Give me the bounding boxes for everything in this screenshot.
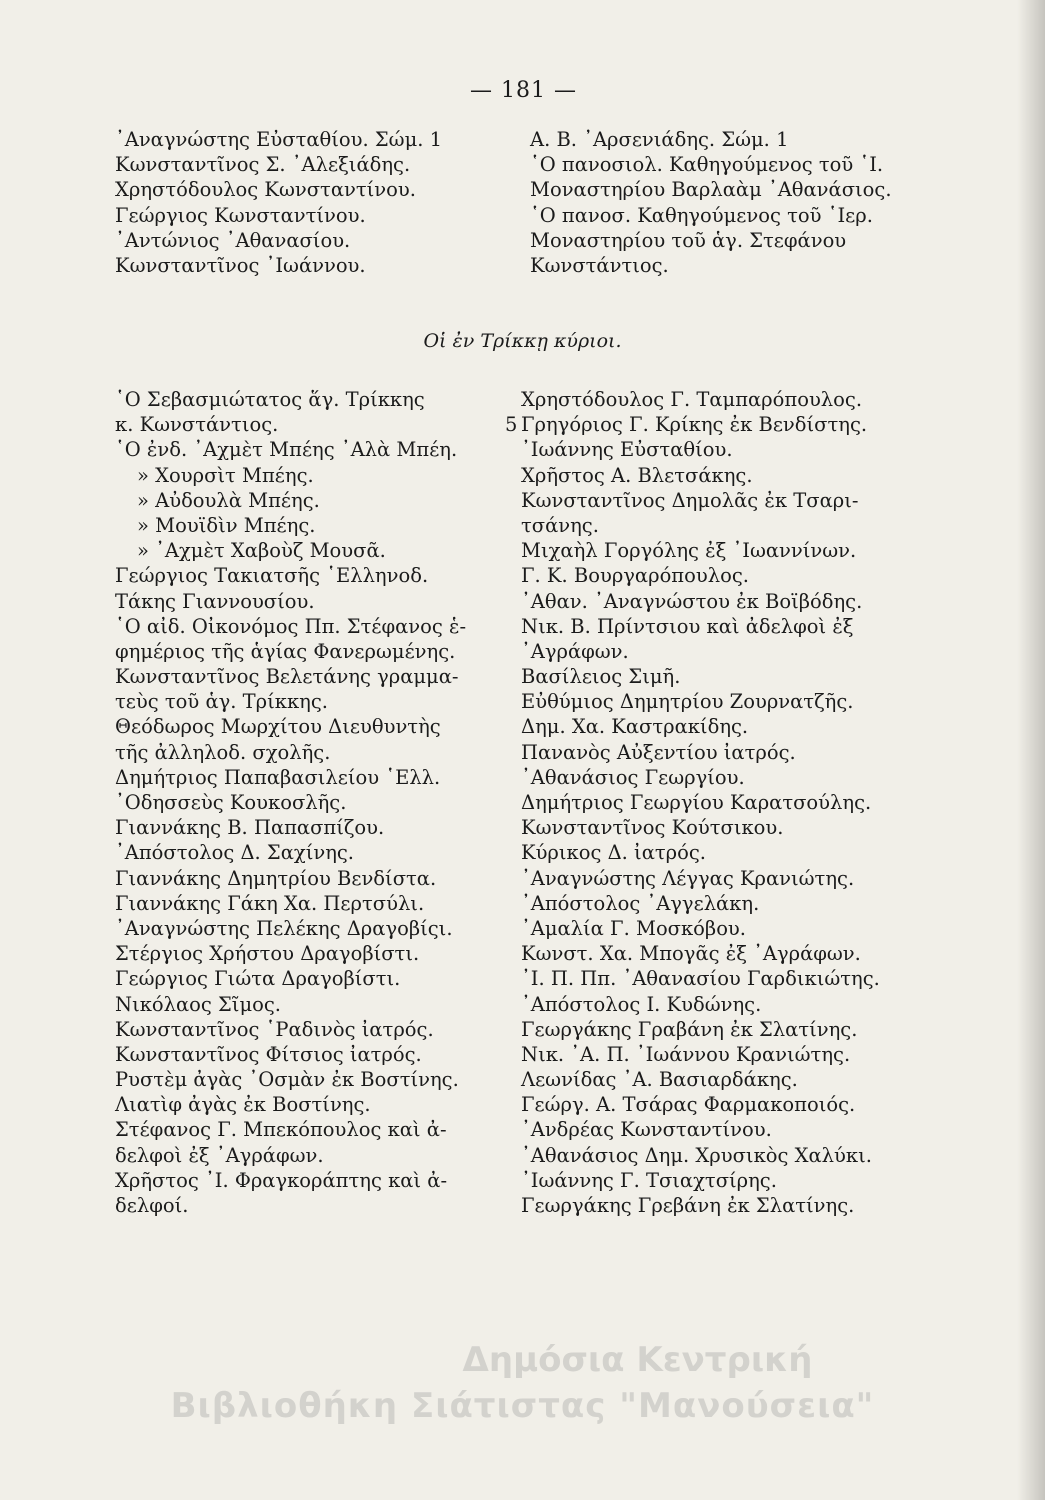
text-line: Γεώργ. Α. Τσάρας Φαρμακοποιός. [521,1093,856,1117]
text-line: » ᾿Αχμὲτ Χαβοὺζ Μουσᾶ. [137,539,386,563]
text-line: Χρῆστος Α. Βλετσάκης. [521,463,753,487]
text-line: τῆς ἀλληλοδ. σχολῆς. [115,740,331,764]
text-line: Χρῆστος ᾿Ι. Φραγκοράπτης καὶ ἀ- [115,1168,448,1192]
text-line: Νικ. ᾿Α. Π. ᾿Ιωάννου Κρανιώτης. [521,1042,851,1066]
text-line: Δημήτριος Γεωργίου Καρατσούλης. [521,791,872,814]
text-line: ᾿Αθανάσιος Γεωργίου. [521,765,745,789]
library-watermark-line2: Βιβλιοθήκη Σιάτιστας "Μανούσεια" [170,1386,875,1426]
text-line: Ρυστὲμ ἀγὰς ᾿Οσμὰν ἐκ Βοστίνης. [115,1068,459,1092]
text-line: Θεόδωρος Μωρχίτου Διευθυντὴς [115,715,441,739]
text-line: ᾿Ι. Π. Ππ. ᾿Αθανασίου Γαρδικιώτης. [521,967,880,991]
text-line: ᾿Ιωάννης Εὐσταθίου. [521,438,733,462]
text-line: Λιατὶφ ἀγὰς ἐκ Βοστίνης. [115,1093,371,1117]
text-line: Γ. Κ. Βουργαρόπουλος. [521,564,749,588]
text-line: ῾Ο Σεβασμιώτατος ἅγ. Τρίκκης [115,388,425,411]
text-line: Δημ. Χα. Καστρακίδης. [521,715,749,739]
text-line: ᾿Αναγνώστης Εὐσταθίου. Σώμ. 1 [115,128,443,151]
text-line: Γεώργιος Τακιατσῆς ῾Ελληνοδ. [115,564,429,588]
text-line: Κύρικος Δ. ἰατρός. [521,841,706,865]
text-line: ᾿Οδησσεὺς Κουκοσλῆς. [115,791,347,814]
top-left-column [115,127,442,278]
line-number-marker: 5 [505,413,518,436]
text-line: Κωνσταντῖνος Κούτσικου. [521,816,784,840]
text-line: » Χουρσὶτ Μπέης. [137,463,314,487]
library-watermark-line1: Δημόσια Κεντρική [462,1340,813,1380]
text-line: ᾿Αθανάσιος Δημ. Χρυσικὸς Χαλύκι. [521,1143,872,1167]
text-line: ῾Ο ἐνδ. ᾿Αχμὲτ Μπέης ᾿Αλὰ Μπέη. [115,438,458,462]
text-line: ῾Ο πανοσ. Καθηγούμενος τοῦ ῾Ιερ. [530,203,873,227]
text-line: ᾿Αναγνώστης Πελέκης Δραγοβίςι. [115,916,453,940]
text-line: ᾿Αθαν. ᾿Αναγνώστου ἐκ Βοϊβόδης. [521,589,863,613]
text-line: ᾿Απόστολος Ι. Κυδώνης. [521,992,762,1016]
text-line: Βασίλειος Σιμῆ. [521,665,681,689]
text-line: Γρηγόριος Γ. Κρίκης ἐκ Βενδίστης. [521,413,868,437]
text-line: Δημήτριος Παπαβασιλείου ῾Ελλ. [115,765,441,789]
text-line: ῾Ο αἰδ. Οἰκονόμος Ππ. Στέφανος ἑ- [115,614,467,638]
main-right-column [521,387,880,1218]
text-line: ᾿Αμαλία Γ. Μοσκόβου. [521,916,746,940]
text-line: Τάκης Γιαννουσίου. [115,589,315,613]
text-line: κ. Κωνστάντιος. [115,413,279,437]
text-line: Λεωνίδας ᾿Α. Βασιαρδάκης. [521,1068,798,1092]
text-line: ῾Ο πανοσιολ. Καθηγούμενος τοῦ ῾Ι. [530,153,884,177]
text-line: Κωνστ. Χα. Μπογᾶς ἐξ ᾿Αγράφων. [521,942,861,966]
page-number: — 181 — [470,78,577,103]
text-line: Κωνσταντῖνος Δημολᾶς ἐκ Τσαρι- [521,488,859,512]
text-line: δελφοί. [115,1194,189,1217]
text-line: Κωνσταντῖνος Βελετάνης γραμμα- [115,665,459,689]
text-line: Κωνσταντῖνος ᾿Ιωάννου. [115,253,366,277]
text-line: ᾿Απόστολος Δ. Σαχίνης. [115,841,354,865]
text-line: Γιαννάκης Β. Παπασπίζου. [115,816,385,840]
text-line: » Αὐδουλὰ Μπέης. [137,488,320,512]
text-line: Εὐθύμιος Δημητρίου Ζουρνατζῆς. [521,690,854,714]
text-line: δελφοὶ ἐξ ᾿Αγράφων. [115,1143,324,1167]
section-heading: Οἱ ἐν Τρίκκῃ κύριοι. [423,330,622,352]
text-line: Πανανὸς Αὐξεντίου ἰατρός. [521,740,796,764]
text-line: ᾿Αγράφων. [521,639,629,663]
text-line: Γεώργιος Γιώτα Δραγοβίστι. [115,967,401,991]
text-line: Νικ. Β. Πρίντσιου καὶ ἀδελφοὶ ἐξ [521,614,854,638]
text-line: Μοναστηρίου Βαρλαὰμ ᾿Αθανάσιος. [530,178,892,202]
text-line: Μοναστηρίου τοῦ ἁγ. Στεφάνου [530,228,847,252]
text-line: Μιχαὴλ Γοργόλης ἐξ ᾿Ιωαννίνων. [521,539,857,563]
text-line: Α. Β. ᾿Αρσενιάδης. Σώμ. 1 [530,128,789,151]
text-line: ᾿Ιωάννης Γ. Τσιαχτσίρης. [521,1168,777,1192]
text-line: ᾿Αναγνώστης Λέγγας Κρανιώτης. [521,866,855,890]
text-line: Γιαννάκης Γάκη Χα. Περτσύλι. [115,891,425,915]
text-line: Νικόλαος Σῖμος. [115,992,281,1016]
text-line: ᾿Ανδρέας Κωνσταντίνου. [521,1118,772,1142]
text-line: Χρηστόδουλος Γ. Ταμπαρόπουλος. [521,388,863,411]
text-line: Κωνσταντῖνος Σ. ᾿Αλεξιάδης. [115,153,411,177]
text-line: τσάνης. [521,513,599,537]
text-line: ᾿Απόστολος ᾿Αγγελάκη. [521,891,760,915]
text-line: Γιαννάκης Δημητρίου Βενδίστα. [115,866,437,890]
text-line: Στέργιος Χρήστου Δραγοβίστι. [115,942,420,966]
text-line: Κωνσταντῖνος ῾Ραδινὸς ἰατρός. [115,1017,434,1041]
text-line: ᾿Αντώνιος ᾿Αθανασίου. [115,228,351,252]
text-line: Χρηστόδουλος Κωνσταντίνου. [115,178,416,202]
text-line: τεὺς τοῦ ἁγ. Τρίκκης. [115,690,328,714]
main-left-column [115,387,518,1218]
text-line: Γεώργιος Κωνσταντίνου. [115,203,366,227]
page-edge-shadow [1017,0,1045,1500]
text-line: Κωνστάντιος. [530,253,669,277]
text-line: Γεωργάκης Γρεβάνη ἐκ Σλατίνης. [521,1194,855,1217]
top-right-column [530,127,892,278]
text-line: Στέφανος Γ. Μπεκόπουλος καὶ ἀ- [115,1118,447,1142]
text-line: Γεωργάκης Γραβάνη ἐκ Σλατίνης. [521,1017,858,1041]
text-line: » Μουϊδὶν Μπέης. [137,513,316,537]
text-line: φημέριος τῆς ἁγίας Φανερωμένης. [115,639,456,663]
text-line: Κωνσταντῖνος Φίτσιος ἰατρός. [115,1042,422,1066]
